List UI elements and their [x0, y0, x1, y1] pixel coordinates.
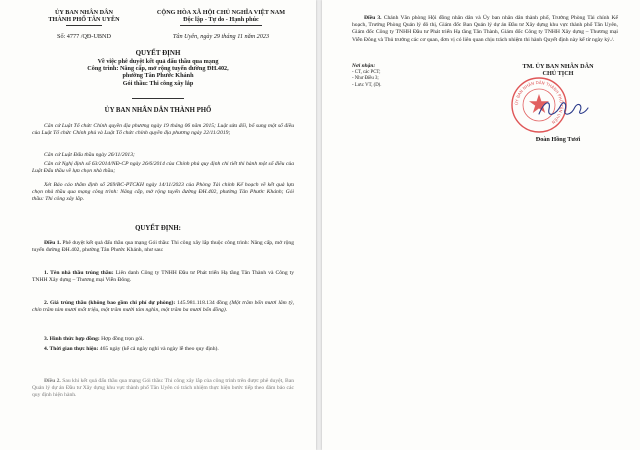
- title-line-2: Công trình: Nâng cấp, mở rộng tuyến đường ĐH.402,: [87, 65, 229, 72]
- agency-underline: [66, 25, 102, 26]
- decision-title-block: [40, 49, 276, 87]
- svg-text:ỦY BAN NHÂN DÂN THÀNH PHỐ TÂN: ỦY BAN NHÂN DÂN THÀNH PHỐ TÂN UYÊN: [513, 79, 565, 125]
- recipient-line: - CT, các PCT;: [352, 69, 381, 75]
- title-line-3: phường Tân Phước Khánh: [122, 72, 194, 80]
- recipients-title: Nơi nhận:: [352, 63, 376, 69]
- document-number: Số: 4777 /QĐ-UBND: [57, 33, 111, 40]
- issue-date: Tân Uyên, ngày 29 tháng 11 năm 2023: [172, 33, 270, 40]
- legal-basis-1: Căn cứ Luật Tổ chức Chính quyền địa phương ngày 19 tháng 06 năm 2015; Luật sửa đổi, bổ sung một số điều của Luật Tổ chức Chính phủ và Luật Tổ chức chính quyền địa phương ngày 22/11/2019;: [32, 123, 294, 137]
- decision-heading: QUYẾT ĐỊNH: [135, 49, 181, 57]
- document-page-1: [0, 0, 316, 450]
- legal-basis-4: Xét Báo cáo thẩm định số 269/BC-PTCKH ngày 14/11/2023 của Phòng Tài chính Kế hoạch về kết quả lựa chọn nhà thầu qua mạng công trình: Nâng cấp, mở rộng tuyến đường ĐH.402, phường Tân Phước Khánh; Gói thầu: Thi công xây lắp.: [32, 182, 294, 203]
- recipients-block: [352, 63, 452, 89]
- article-1: Điều 1. Phê duyệt kết quả đấu thầu qua mạng Gói thầu: Thi công xây lắp thuộc công trình: Nâng cấp, mở rộng tuyến đường ĐH.402, phường Tân Phước Khánh, như sau:: [32, 240, 295, 254]
- national-title: CỘNG HÒA XÃ HỘI CHỦ NGHĨA VIỆT NAM Độc lập - Tự do - Hạnh phúc: [156, 9, 286, 24]
- legal-basis-2: Căn cứ Luật Đấu thầu ngày 26/11/2013;: [44, 152, 135, 158]
- title-line-1: Về việc phê duyệt kết quả đấu thầu qua mạng: [97, 57, 219, 65]
- agency-name: ỦY BAN NHÂN DÂN THÀNH PHỐ TÂN UYÊN: [48, 9, 120, 24]
- article-3: Điều 3. Chánh Văn phòng Hội đồng nhân dân và Ủy ban nhân dân thành phố, Trưởng Phòng Tài chính Kế hoạch, Trưởng Phòng Quản lý đô thị, Giám đốc Ban Quản lý dự án Đầu tư Xây dựng khu vực thành phố Tân Uyên, Giám đốc Công ty TNHH Đầu tư Phát triển Hạ tầng Tân Thành, Giám đốc Công ty TNHH Xây dựng – Thương mại Viễn Đông và Thủ trưởng các cơ quan, đơn vị có liên quan chịu trách nhiệm thi hành Quyết định này kể từ ngày ký./.: [352, 15, 619, 43]
- title-line-4: Gói thầu: Thi công xây lắp: [122, 79, 194, 87]
- article-2: Điều 2. Sau khi kết quả đấu thầu qua mạng Gói thầu: Thi công xây lắp của công trình trên được phê duyệt, Ban Quản lý dự án Đầu tư Xây dựng khu vực thành phố Tân Uyên có trách nhiệm thực hiện bước tiếp theo đảm bảo các quy định hiện hành.: [32, 378, 295, 399]
- signer-title: TM. ỦY BAN NHÂN DÂN CHỦ TỊCH: [522, 63, 594, 78]
- signer-name: Đoàn Hồng Tươi: [535, 136, 581, 143]
- item-contract-type: 3. Hình thức hợp đồng: Hợp đồng trọn gói.: [44, 336, 144, 342]
- handwritten-signature: [536, 96, 590, 122]
- recipient-line: - Lưu: VT, (D).: [352, 82, 382, 88]
- item-contractor: 1. Tên nhà thầu trúng thầu: Liên danh Công ty TNHH Đầu tư Phát triển Hạ tầng Tân Thành và Công ty TNHH Xây dựng – Thương mại Viễn Đông.: [32, 270, 294, 284]
- issuing-authority: ỦY BAN NHÂN DÂN THÀNH PHỐ: [104, 107, 212, 114]
- recipient-line: - Như Điều 3;: [352, 76, 379, 82]
- item-duration: 4. Thời gian thực hiện: 465 ngày (kể cả ngày nghỉ và ngày lễ theo quy định).: [44, 346, 219, 352]
- item-contract-price: 2. Giá trúng thầu (không bao gồm chi phí dự phòng): 145.981.118.134 đồng (Một trăm bốn mươi lăm tỷ, chín trăm tám mươi mốt triệu, một trăm mười tám nghìn, một trăm ba mươi bốn đồng).: [32, 300, 294, 314]
- decision-subheading: QUYẾT ĐỊNH:: [135, 225, 181, 232]
- document-page-2: [322, 0, 640, 450]
- title-underline: [132, 98, 184, 99]
- legal-basis-3: Căn cứ Nghị định số 63/2014/NĐ-CP ngày 26/6/2014 của Chính phủ quy định chi tiết thi hành một số điều của Luật Đấu thầu về lựa chọn nhà thầu;: [32, 161, 294, 175]
- motto-underline: [180, 25, 262, 26]
